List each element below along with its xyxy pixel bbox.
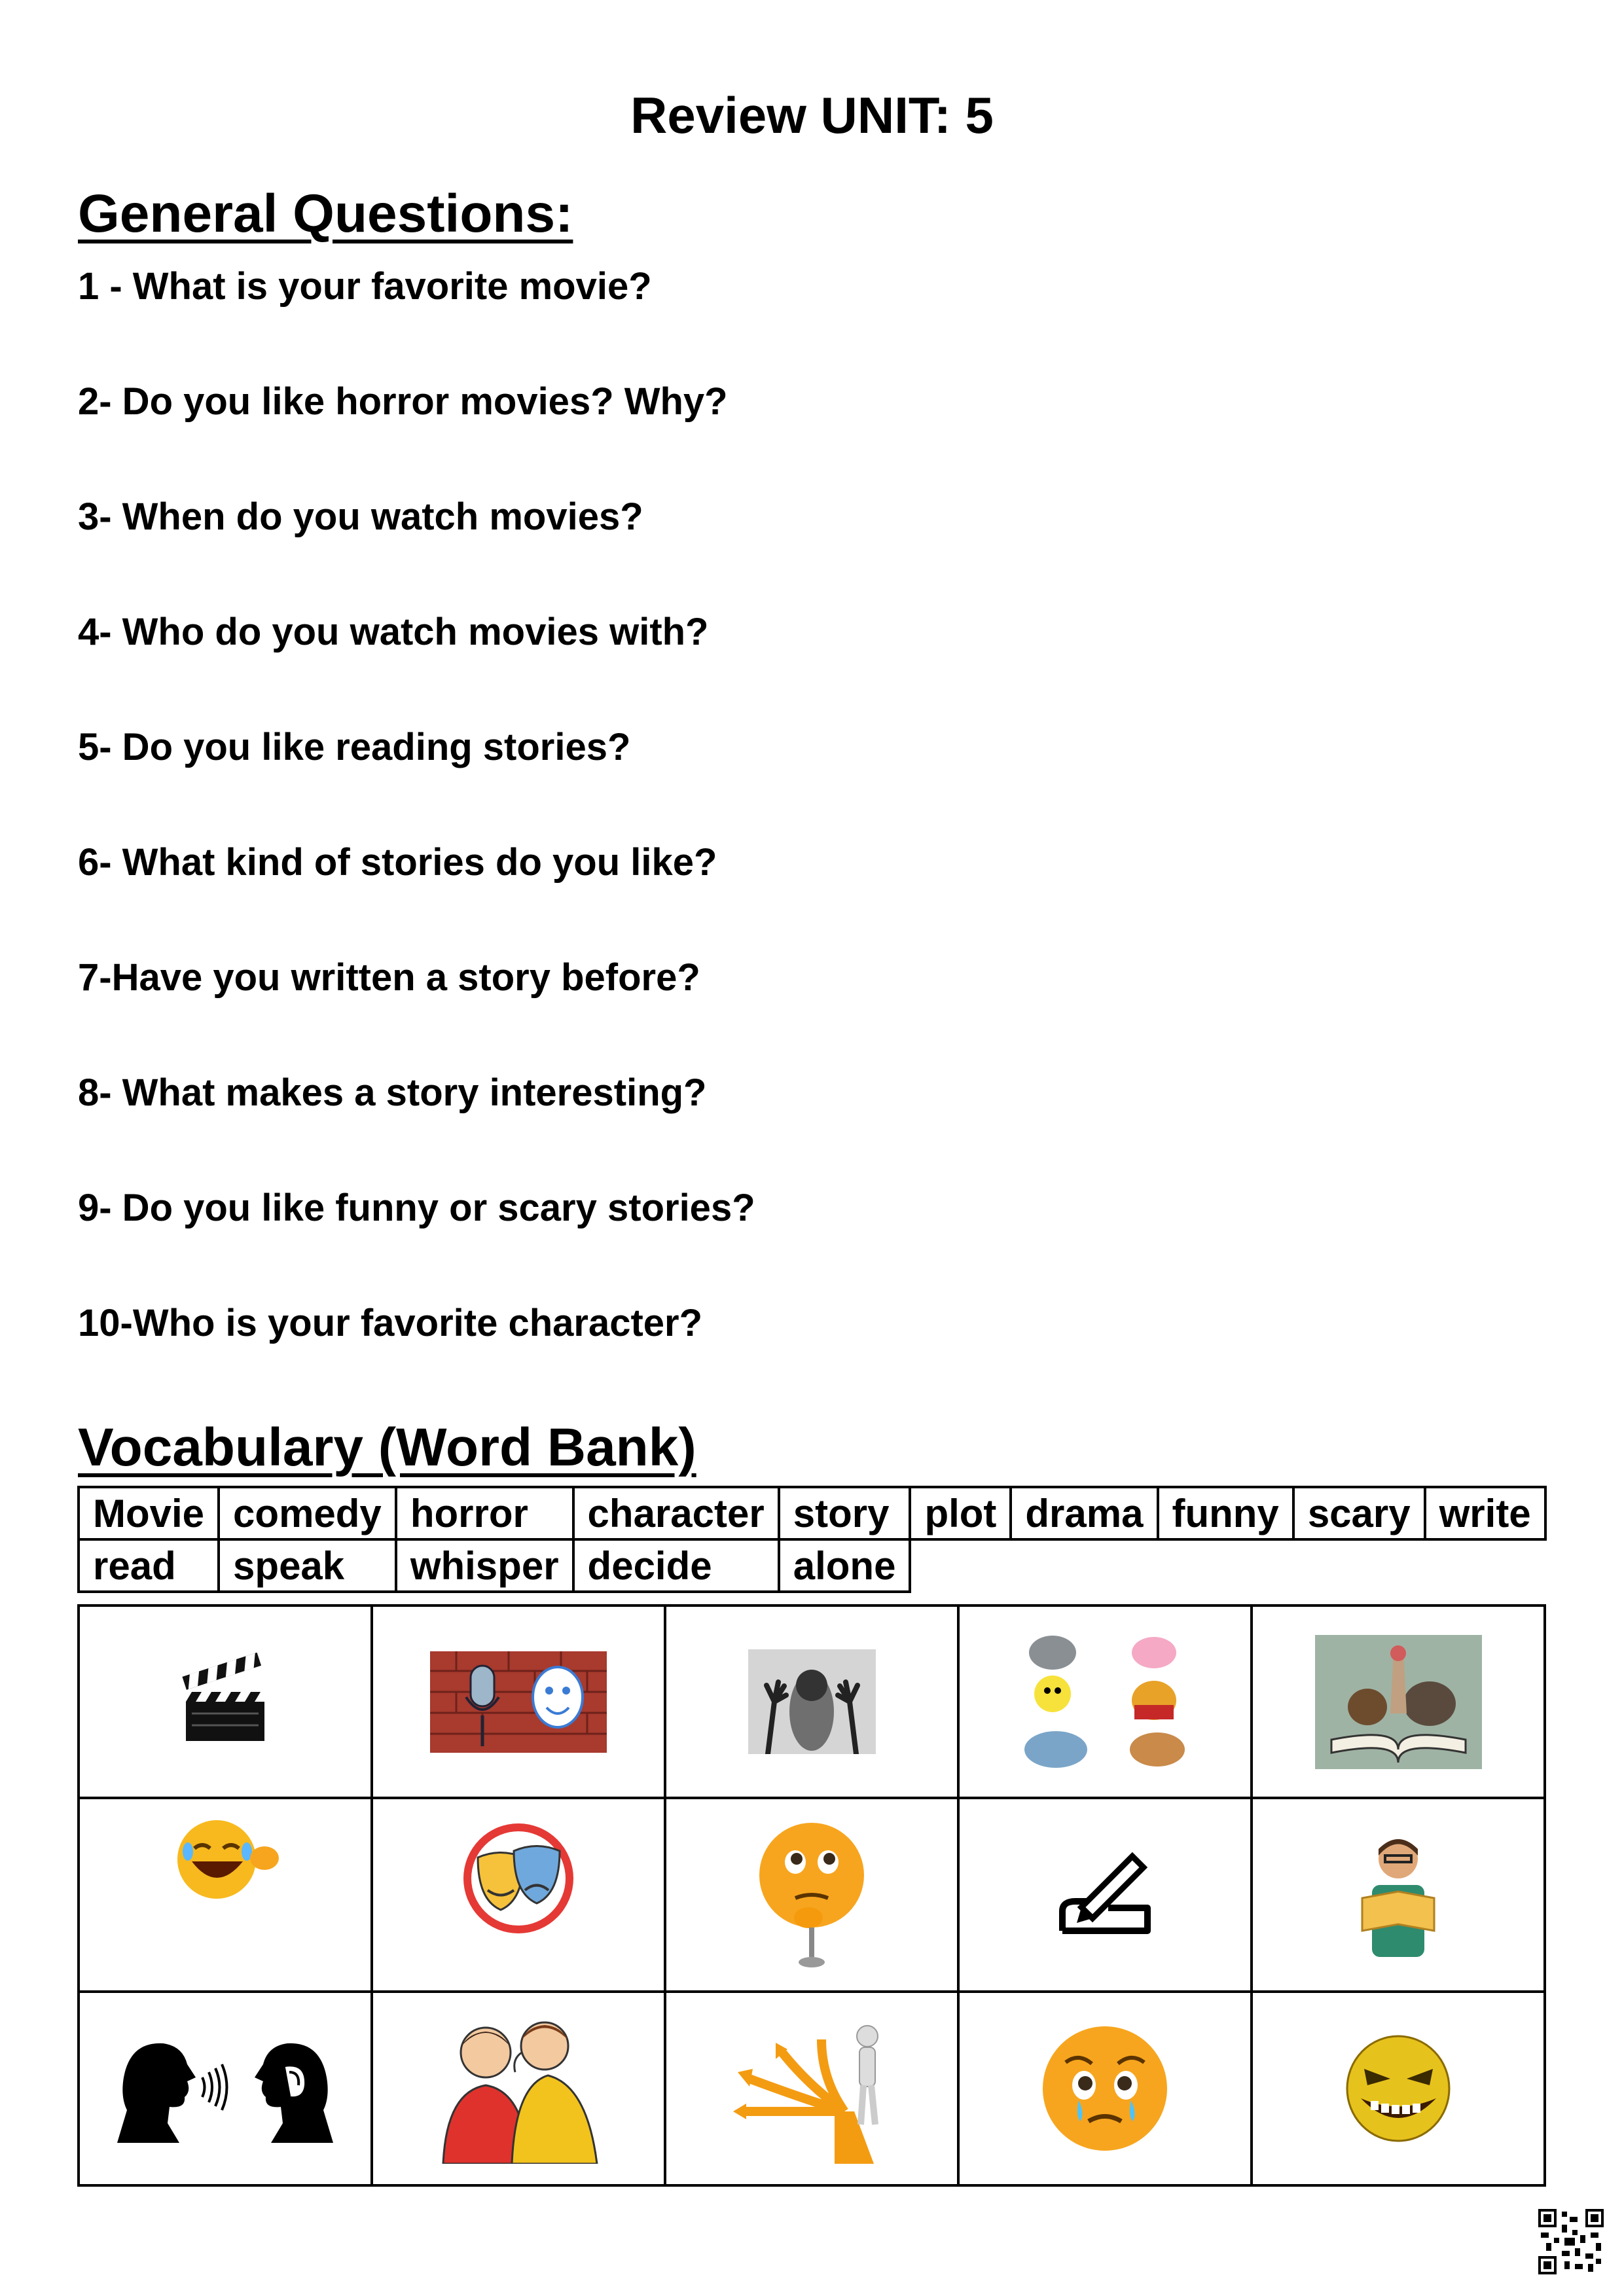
word-cell: speak	[219, 1539, 396, 1592]
word-cell: comedy	[219, 1487, 396, 1539]
empty-cell	[1158, 1539, 1293, 1592]
word-cell: scary	[1293, 1487, 1425, 1539]
word-cell: write	[1425, 1487, 1545, 1539]
picture-cell	[79, 1992, 372, 2185]
writing-hand-icon	[1049, 1846, 1161, 1944]
thinking-emoji-icon	[756, 1820, 867, 1970]
empty-cell	[910, 1539, 1011, 1592]
picture-row	[79, 1605, 1545, 1798]
picture-row	[79, 1798, 1545, 1992]
sad-emoji-icon	[1039, 2023, 1170, 2154]
storybook-icon	[1315, 1635, 1482, 1769]
scary-face-icon	[1344, 2033, 1453, 2144]
picture-cell	[79, 1605, 372, 1798]
picture-table	[77, 1604, 1546, 2187]
word-cell: Movie	[79, 1487, 219, 1539]
question-10: 10-Who is your favorite character?	[78, 1302, 703, 1344]
picture-cell	[958, 1605, 1252, 1798]
word-cell: funny	[1158, 1487, 1293, 1539]
question-3: 3- When do you watch movies?	[78, 495, 643, 538]
reading-boy-icon	[1352, 1833, 1444, 1957]
empty-cell	[1425, 1539, 1545, 1592]
word-cell: story	[779, 1487, 911, 1539]
questions-list	[78, 260, 755, 1412]
page-title: Review UNIT: 5	[630, 86, 994, 144]
drama-masks-icon	[461, 1821, 576, 1936]
clapperboard-icon	[176, 1653, 274, 1751]
cartoon-characters-icon	[1020, 1632, 1190, 1772]
picture-cell	[958, 1992, 1252, 2185]
picture-cell	[958, 1798, 1252, 1992]
empty-cell	[1293, 1539, 1425, 1592]
speaking-listening-icon	[114, 2032, 336, 2146]
picture-cell	[372, 1992, 665, 2185]
empty-cell	[1011, 1539, 1157, 1592]
vocabulary-heading: Vocabulary (Word Bank)	[78, 1418, 696, 1477]
laughing-emoji-icon	[170, 1812, 281, 1904]
word-cell: alone	[779, 1539, 911, 1592]
word-cell: horror	[396, 1487, 573, 1539]
word-cell: drama	[1011, 1487, 1157, 1539]
microphone-mask-icon	[430, 1651, 607, 1753]
whispering-boys-icon	[430, 2013, 607, 2164]
picture-cell	[372, 1605, 665, 1798]
qr-code-icon	[1538, 2209, 1604, 2274]
word-cell: character	[573, 1487, 779, 1539]
picture-cell	[1252, 1798, 1545, 1992]
general-questions-heading: General Questions:	[78, 184, 573, 243]
question-2: 2- Do you like horror movies? Why?	[78, 380, 728, 423]
question-9: 9- Do you like funny or scary stories?	[78, 1187, 755, 1229]
question-8: 8- What makes a story interesting?	[78, 1071, 707, 1114]
deciding-arrows-icon	[723, 2013, 900, 2164]
word-bank-row	[79, 1487, 1545, 1539]
picture-cell	[665, 1798, 958, 1992]
picture-cell	[372, 1798, 665, 1992]
picture-cell	[1252, 1605, 1545, 1798]
picture-cell	[79, 1798, 372, 1992]
question-7: 7-Have you written a story before?	[78, 956, 700, 999]
question-6: 6- What kind of stories do you like?	[78, 841, 717, 884]
word-cell: decide	[573, 1539, 779, 1592]
word-bank-table	[77, 1486, 1547, 1593]
word-cell: plot	[910, 1487, 1011, 1539]
picture-row	[79, 1992, 1545, 2185]
question-5: 5- Do you like reading stories?	[78, 726, 631, 768]
word-bank-row	[79, 1539, 1545, 1592]
picture-cell	[1252, 1992, 1545, 2185]
picture-cell	[665, 1605, 958, 1798]
word-cell: read	[79, 1539, 219, 1592]
question-4: 4- Who do you watch movies with?	[78, 611, 709, 653]
word-cell: whisper	[396, 1539, 573, 1592]
picture-cell	[665, 1992, 958, 2185]
shadow-hands-icon	[748, 1649, 876, 1754]
question-1: 1 - What is your favorite movie?	[78, 265, 652, 308]
